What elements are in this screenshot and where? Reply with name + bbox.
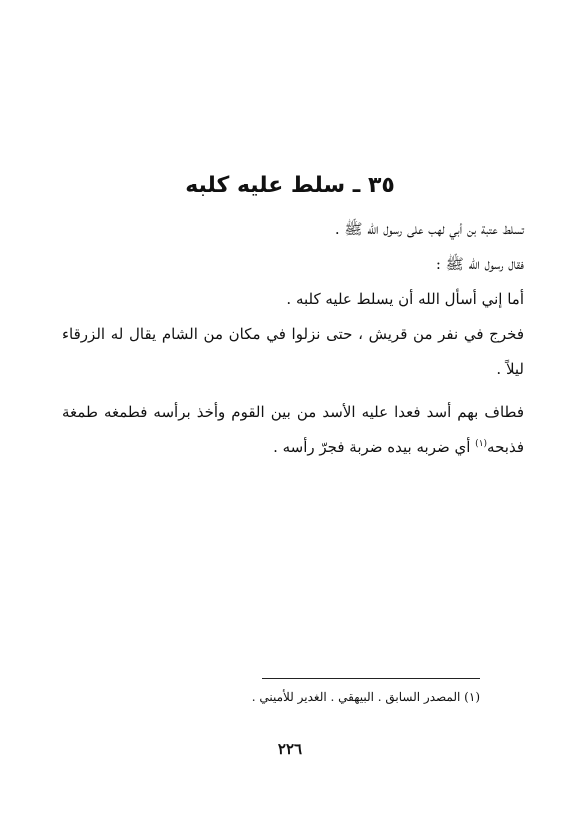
- footnote-divider: [262, 678, 480, 679]
- footnote: (١) المصدر السابق . البيهقي . الغدير للأميني .: [251, 690, 480, 704]
- paragraph: فقال رسول الله ﷺ :: [435, 255, 524, 273]
- paragraph-last-tail: أي ضربه بيده ضربة فجرّ رأسه .: [273, 438, 476, 456]
- chapter-title: ٣٥ ـ سلط عليه كلبه: [185, 173, 395, 198]
- paragraph: أما إني أسأل الله أن يسلط عليه كلبه .: [286, 290, 524, 308]
- paragraph: تسلط عتبة بن أبي لهب على رسول الله ﷺ .: [334, 220, 524, 238]
- paragraph-last: [62, 395, 524, 465]
- footnote-reference: (١): [475, 439, 488, 449]
- body-text: [62, 212, 524, 465]
- paragraph: فخرج في نفر من قريش ، حتى نزلوا في مكان من الشام يقال له الزرقاء ليلاً .: [62, 325, 524, 378]
- page-number: ٢٢٦: [277, 740, 303, 758]
- paragraph-last-text: فطاف بهم أسد فعدا عليه الأسد من بين القوم وأخذ برأسه فطمغه طمغة فذبحه: [62, 403, 524, 456]
